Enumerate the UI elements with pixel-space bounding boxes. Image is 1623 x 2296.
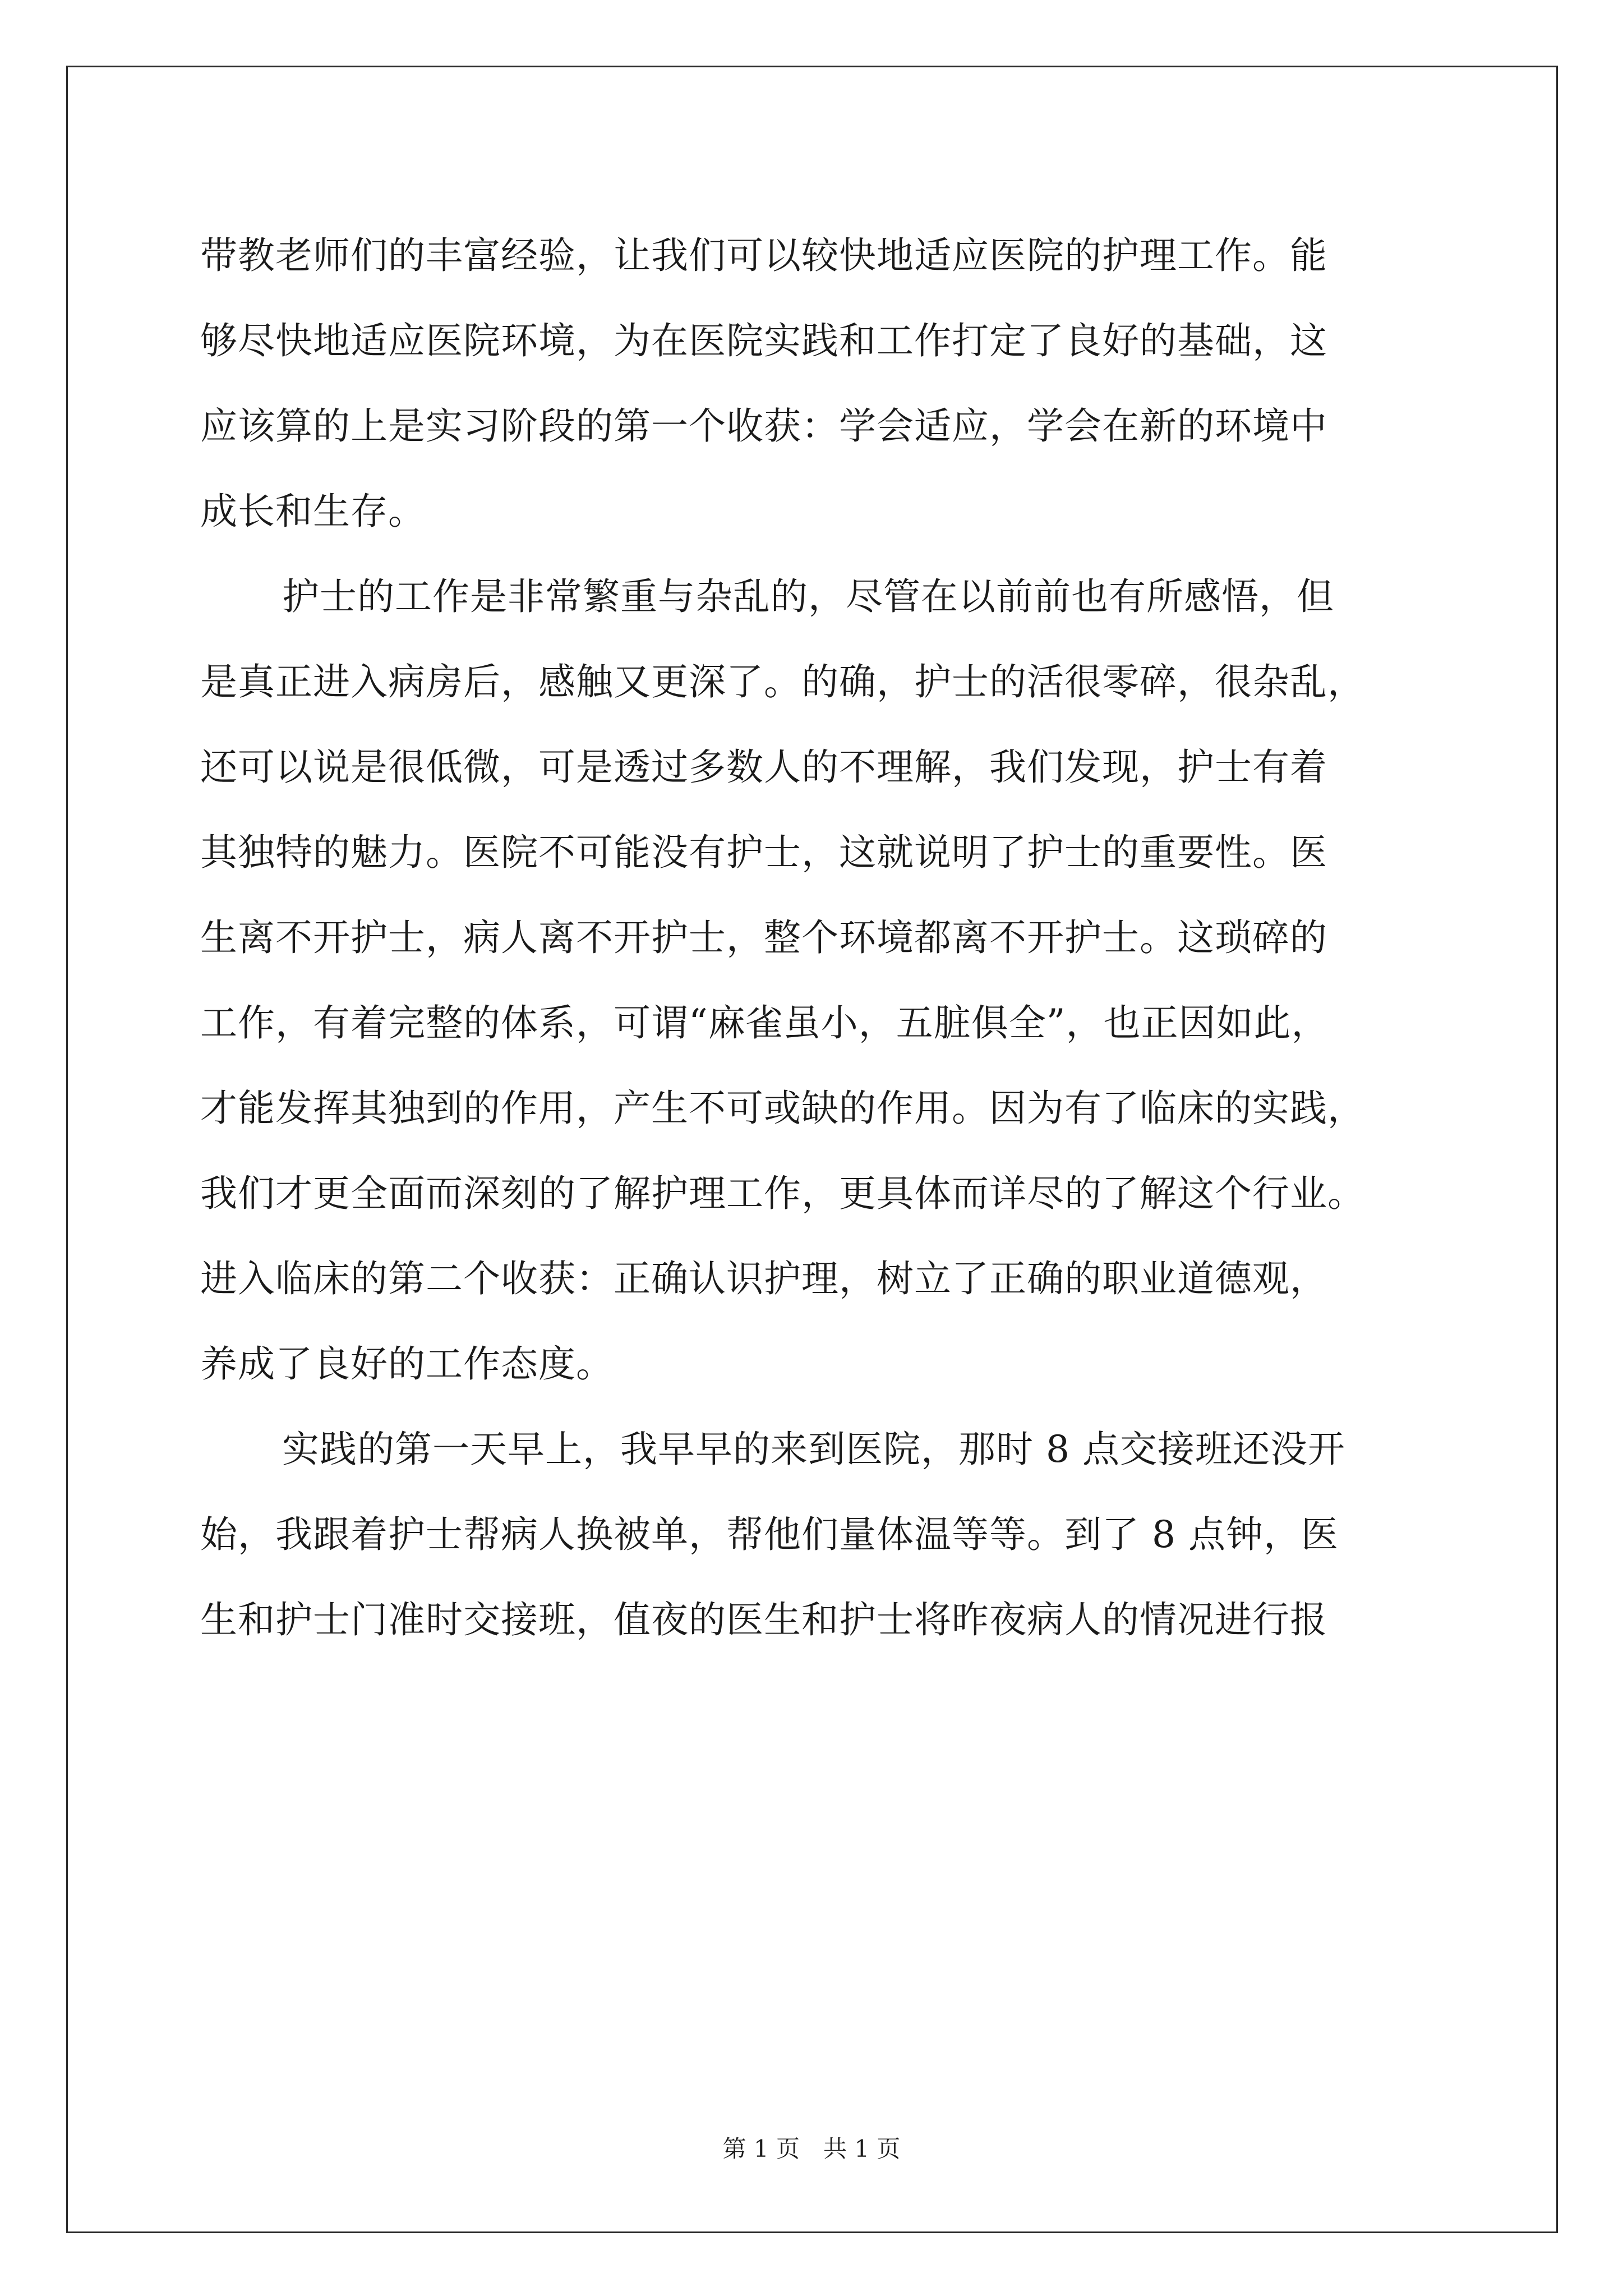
page-number-footer: 第 1 页 共 1 页 xyxy=(722,2135,901,2162)
text-line: 才能发挥其独到的作用，产生不可或缺的作用。因为有了临床的实践， xyxy=(200,1087,1365,1130)
document-body xyxy=(200,213,1434,1663)
text-line: 其独特的魅力。医院不可能没有护士，这就说明了护士的重要性。医 xyxy=(200,831,1327,874)
text-line: 成长和生存。 xyxy=(200,490,426,533)
text-line: 生和护士门准时交接班，值夜的医生和护士将昨夜病人的情况进行报 xyxy=(200,1598,1327,1641)
paragraph-first-line: 护士的工作是非常繁重与杂乱的，尽管在以前前也有所感悟，但 xyxy=(282,575,1334,618)
text-line: 工作，有着完整的体系，可谓“麻雀虽小，五脏俱全”，也正因如此， xyxy=(200,1001,1329,1045)
text-line: 带教老师们的丰富经验，让我们可以较快地适应医院的护理工作。能 xyxy=(200,234,1327,277)
text-line: 还可以说是很低微，可是透过多数人的不理解，我们发现，护士有着 xyxy=(200,746,1327,789)
text-line: 应该算的上是实习阶段的第一个收获：学会适应，学会在新的环境中 xyxy=(200,404,1327,448)
text-line: 生离不开护士，病人离不开护士，整个环境都离不开护士。这琐碎的 xyxy=(200,916,1327,959)
text-line: 养成了良好的工作态度。 xyxy=(200,1342,614,1386)
text-line: 始，我跟着护士帮病人换被单，帮他们量体温等等。到了 8 点钟，医 xyxy=(200,1513,1339,1556)
paragraph-first-line: 实践的第一天早上，我早早的来到医院，那时 8 点交接班还没开 xyxy=(282,1428,1345,1471)
text-line: 我们才更全面而深刻的了解护理工作，更具体而详尽的了解这个行业。 xyxy=(200,1172,1365,1215)
text-line: 进入临床的第二个收获：正确认识护理，树立了正确的职业道德观， xyxy=(200,1257,1327,1300)
text-line: 够尽快地适应医院环境，为在医院实践和工作打定了良好的基础，这 xyxy=(200,319,1327,362)
text-line: 是真正进入病房后，感触又更深了。的确，护士的活很零碎，很杂乱， xyxy=(200,660,1365,703)
